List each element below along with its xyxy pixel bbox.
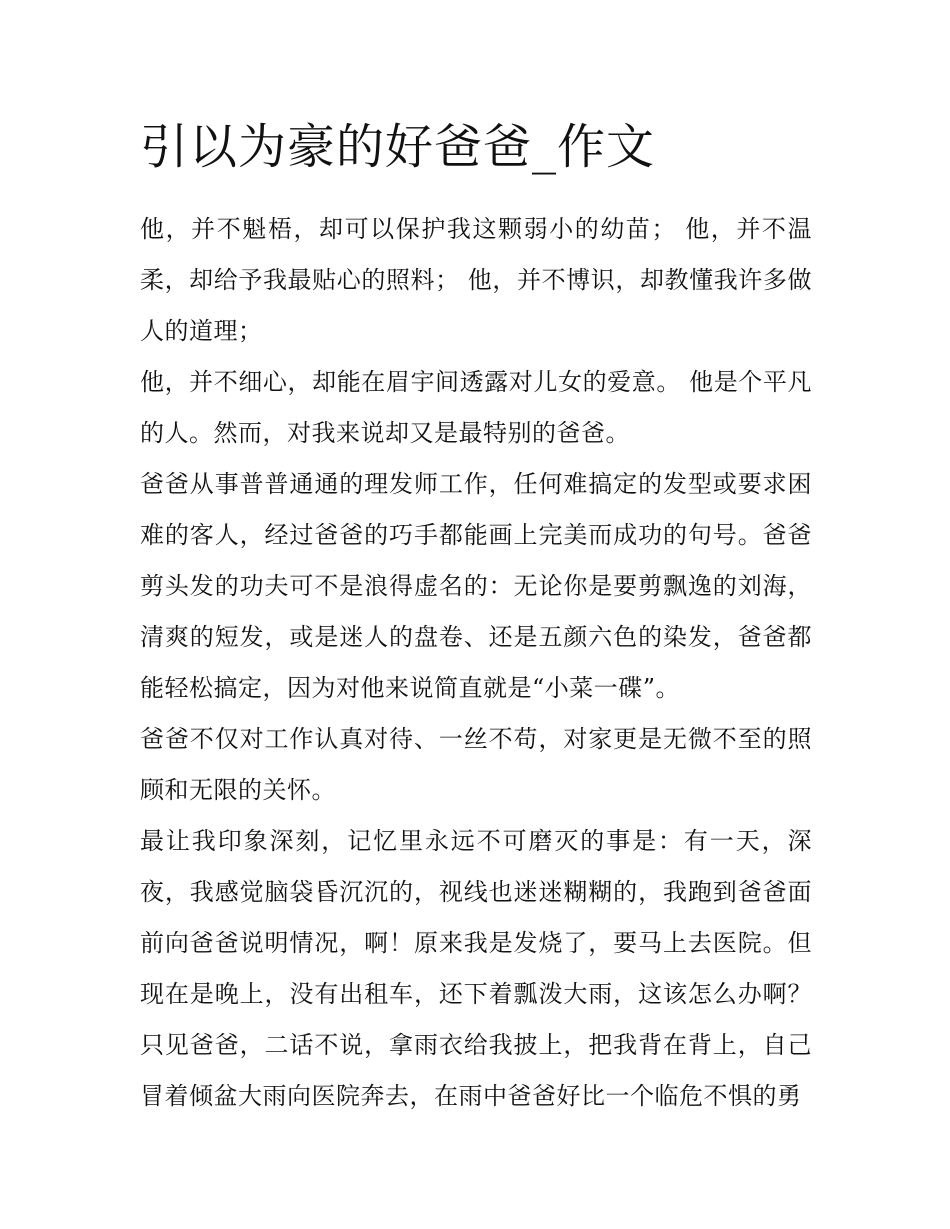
- paragraph-5: 最让我印象深刻，记忆里永远不可磨灭的事是：有一天，深夜，我感觉脑袋昏沉沉的，视线也迷迷糊糊的，我跑到爸爸面前向爸爸说明情况，啊！原来我是发烧了，要马上去医院。但现在是晚上，没有出租车，还下着瓢泼大雨，这该怎么办啊？只见爸爸，二话不说，拿雨衣给我披上，把我背在背上，自己冒着倾盆大雨向医院奔去，在雨中爸爸好比一个临危不惧的勇: [140, 827, 812, 1110]
- document-title: 引以为豪的好爸爸_作文: [140, 119, 656, 175]
- paragraph-2: 他，并不细心，却能在眉宇间透露对儿女的爱意。 他是个平凡的人。然而，对我来说却又是最特别的爸爸。: [140, 368, 812, 447]
- paragraph-3: 爸爸从事普普通通的理发师工作，任何难搞定的发型或要求困难的客人，经过爸爸的巧手都能画上完美而成功的句号。爸爸剪头发的功夫可不是浪得虚名的：无论你是要剪飘逸的刘海，清爽的短发，或是迷人的盘卷、还是五颜六色的染发，爸爸都能轻松搞定，因为对他来说简直就是“小菜一碟”。: [140, 470, 812, 702]
- document-page: [140, 112, 812, 1122]
- paragraph-1: 他，并不魁梧，却可以保护我这颗弱小的幼苗； 他，并不温柔，却给予我最贴心的照料； 他，并不博识，却教懂我许多做人的道理；: [140, 215, 812, 345]
- paragraph-4: 爸爸不仅对工作认真对待、一丝不苟，对家更是无微不至的照顾和无限的关怀。: [140, 725, 812, 804]
